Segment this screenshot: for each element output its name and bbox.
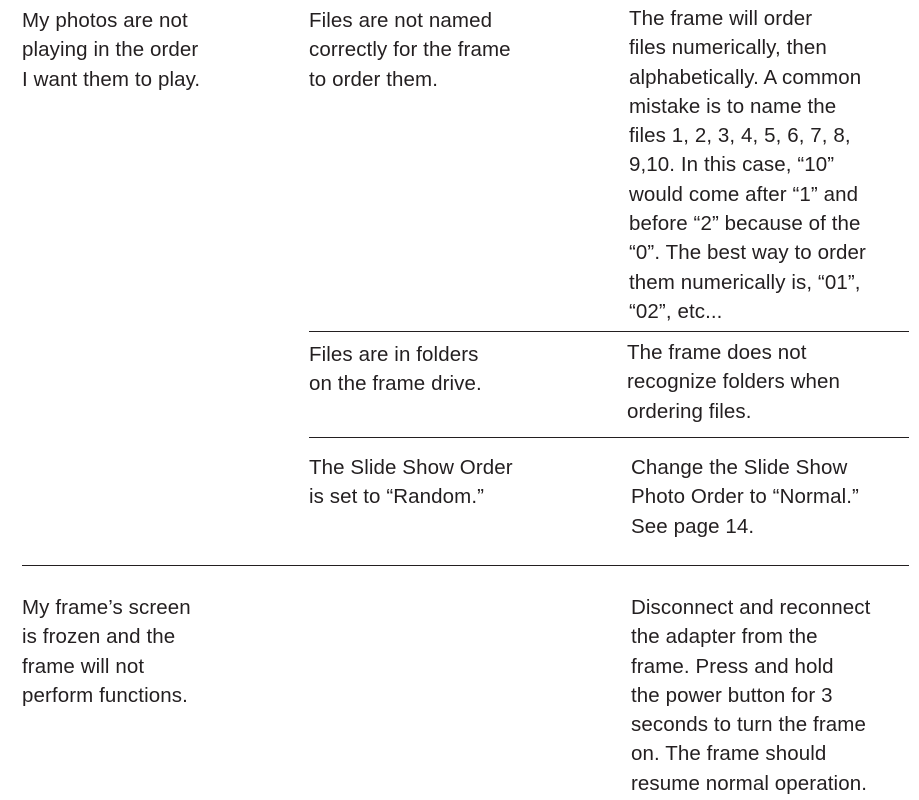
divider-cause-2	[309, 437, 909, 438]
cause-slide-show-random: The Slide Show Order is set to “Random.”	[309, 456, 513, 509]
solution-file-naming: The frame will order files numerically, then alphabetically. A common mistake is to name the files 1, 2, 3, 4, 5, 6, 7, 8, 9,10. In this case, “10” would come after “1” and before “2” because of the “0”. The best way to order them numerically is, “01”, “02”, etc...	[629, 7, 866, 323]
solution-folders: The frame does not recognize folders when ordering files.	[627, 341, 841, 423]
divider-cause-1	[309, 331, 909, 332]
cause-files-in-folders: Files are in folders on the frame drive.	[309, 343, 482, 396]
divider-row	[22, 565, 909, 566]
problem-photos-order: My photos are not playing in the order I want them to play.	[22, 9, 201, 91]
problem-frozen-screen: My frame’s screen is frozen and the frame will not perform functions.	[22, 596, 191, 707]
solution-slide-show-order: Change the Slide Show Photo Order to “Normal.” See page 14.	[631, 456, 859, 538]
cause-files-not-named: Files are not named correctly for the frame to order them.	[309, 9, 511, 91]
solution-frozen-screen: Disconnect and reconnect the adapter from the frame. Press and hold the power button for 3 seconds to turn the frame on. The frame should resume normal operation.	[631, 596, 871, 795]
